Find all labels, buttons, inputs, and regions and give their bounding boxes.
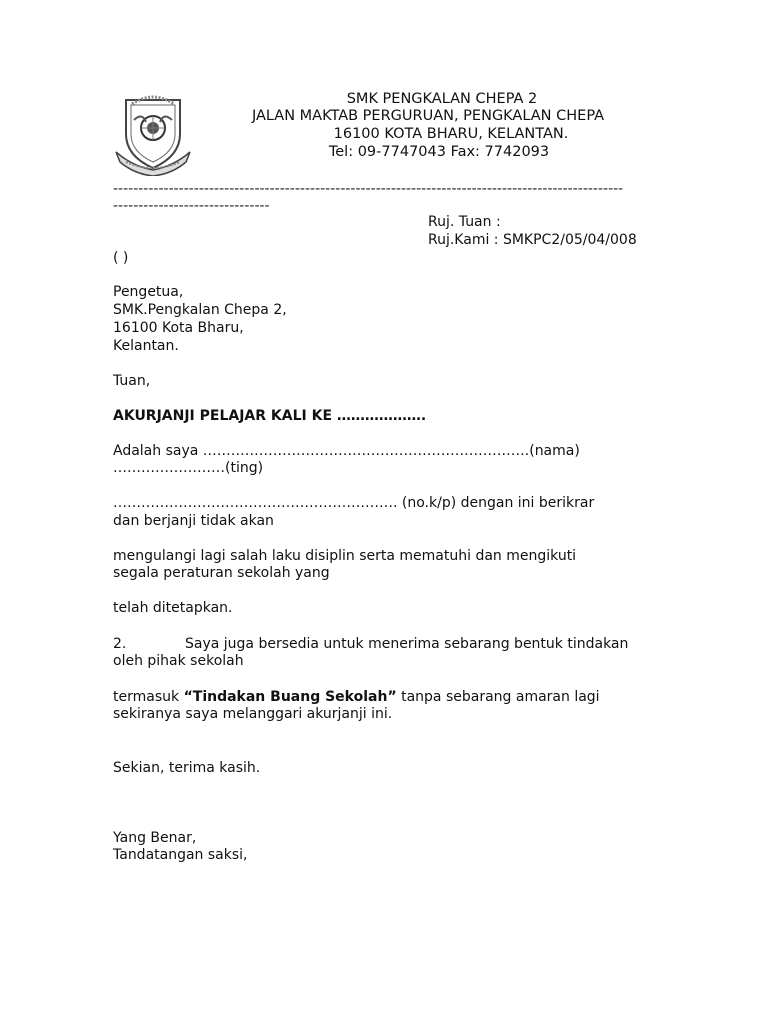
expulsion-pre: termasuk xyxy=(113,689,184,705)
subject-heading: AKURJANJI PELAJAR KALI KE ………………. xyxy=(113,408,427,424)
body-violation-line: sekiranya saya melanggari akurjanji ini. xyxy=(113,706,393,722)
body-ic-line: ……………………………………………………. (no.k/p) dengan ini berikrar xyxy=(113,495,595,511)
body-expulsion-line xyxy=(113,689,600,706)
school-name: SMK PENGKALAN CHEPA 2 xyxy=(346,91,538,107)
body-promise-line: dan berjanji tidak akan xyxy=(113,513,274,529)
school-contact: Tel: 09-7747043 Fax: 7742093 xyxy=(328,144,550,160)
body-rules-line: segala peraturan sekolah yang xyxy=(113,565,330,581)
body-form-line: ……………………(ting) xyxy=(113,460,264,476)
expulsion-post: tanpa sebarang amaran lagi xyxy=(396,689,600,705)
recipient-school: SMK.Pengkalan Chepa 2, xyxy=(113,302,287,318)
closing-yang-benar: Yang Benar, xyxy=(113,830,197,846)
paragraph-number: 2. xyxy=(113,636,127,652)
ref-kami: Ruj.Kami : SMKPC2/05/04/008 xyxy=(428,232,637,248)
closing-signature: Tandatangan saksi, xyxy=(113,847,248,863)
body-action-line: Saya juga bersedia untuk menerima sebarang bentuk tindakan xyxy=(185,636,629,652)
body-school-line: oleh pihak sekolah xyxy=(113,653,244,669)
body-established-line: telah ditetapkan. xyxy=(113,600,233,616)
divider-line-continued: ------------------------------- xyxy=(113,198,270,214)
body-name-line: Adalah saya …………………………………………………………….(nama) xyxy=(113,443,580,459)
school-street: JALAN MAKTAB PERGURUAN, PENGKALAN CHEPA xyxy=(251,108,605,124)
bracket-placeholder: ( ) xyxy=(113,250,129,266)
salutation: Tuan, xyxy=(113,373,151,389)
ref-tuan: Ruj. Tuan : xyxy=(428,214,501,230)
recipient-city: 16100 Kota Bharu, xyxy=(113,320,244,336)
school-city: 16100 KOTA BHARU, KELANTAN. xyxy=(333,126,569,142)
divider-line: ----------------------------------------------------------------------------------------------------- xyxy=(113,181,624,197)
expulsion-bold: “Tindakan Buang Sekolah” xyxy=(183,689,397,705)
recipient-title: Pengetua, xyxy=(113,284,184,300)
closing-thanks: Sekian, terima kasih. xyxy=(113,760,261,776)
recipient-state: Kelantan. xyxy=(113,338,179,354)
body-discipline-line: mengulangi lagi salah laku disiplin serta mematuhi dan mengikuti xyxy=(113,548,577,564)
school-crest-icon xyxy=(112,90,194,176)
